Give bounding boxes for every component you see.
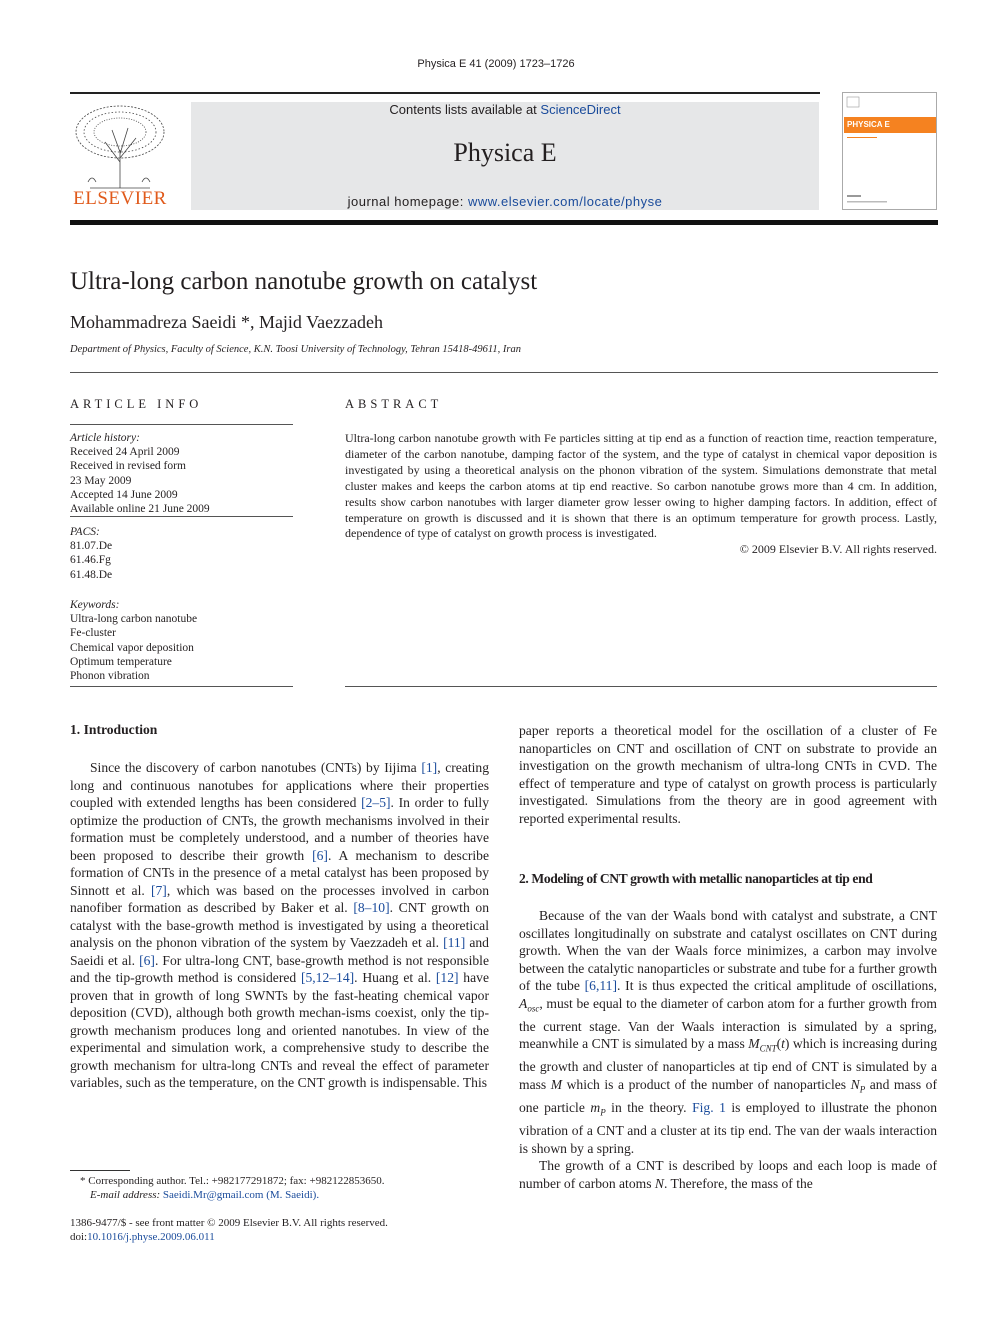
history-item: Available online 21 June 2009 [70, 503, 210, 516]
journal-citation: Physica E 41 (2009) 1723–1726 [417, 58, 575, 70]
reference-link[interactable]: [12] [435, 970, 459, 985]
paragraph [70, 759, 489, 1092]
pacs-item: 81.07.De [70, 540, 113, 553]
keyword-item: Chemical vapor deposition [70, 641, 194, 654]
sciencedirect-link[interactable]: ScienceDirect [540, 102, 621, 117]
reference-link[interactable]: [5,12–14] [300, 970, 355, 985]
pacs-item: 61.46.Fg [70, 554, 111, 567]
right-column [519, 907, 937, 1192]
elsevier-logo [70, 102, 170, 210]
text-run: . For ultra-long CNT, base-growth method is not responsible and the tip-growth method is considered [70, 952, 489, 985]
reference-link[interactable]: [1] [421, 760, 438, 775]
text-run: The growth of a CNT is described by loops and each loop is made of number of carbon atoms [519, 1158, 937, 1191]
keywords-list [70, 612, 293, 683]
text-run: ) which is increasing during the growth and cluster of nanoparticles at tip end of CNT is simulated by a mass [519, 1036, 937, 1092]
text-run: . It is thus expected the critical amplitude of oscillations, [617, 978, 938, 993]
top-rule [70, 92, 820, 94]
history-list [70, 445, 293, 516]
pacs-list [70, 539, 293, 582]
text-run: M [550, 1076, 563, 1092]
paragraph [519, 1157, 937, 1192]
journal-title: Physica E [453, 138, 557, 167]
text-run: osc [527, 1003, 540, 1014]
pacs-item: 61.48.De [70, 568, 113, 581]
reference-link[interactable]: [6] [139, 952, 155, 968]
article-title: Ultra-long carbon nanotube growth on catalyst [70, 268, 538, 295]
text-run: , creating long and continuous nanotubes for applications where their properties coupled with extended lengths has been considered [70, 760, 489, 810]
text-run: Because of the van der Waals bond with catalyst and substrate, a CNT oscillates longitudinally on substrate and catalyst oscillates on CNT during growth. When the van der Waals force minimizes, a carbon may involve between the catalytic nanoparticles or substrate and tube for a further growth of the tube [519, 908, 937, 993]
text-run: , must be equal to the diameter of carbon atom for a further growth from the current stage. Van der Waals interaction is simulated by a spring, meanwhile a CNT is simulated by a mass [519, 995, 937, 1052]
text-run: in the theory. [605, 1100, 693, 1116]
affiliation: Department of Physics, Faculty of Science, K.N. Toosi University of Technology, Tehran 15418-49611, Iran [70, 344, 521, 355]
paragraph: paper reports a theoretical model for the oscillation of a cluster of Fe nanoparticles on CNT and oscillation of CNT on substrate to provide an investigation on the growth mechanism of ultra-long CNTs in CVD. The effect of temperature and type of catalyst on growth process is particularly investigated. Simulations from the theory are in good agreement with reported experimental results. [519, 723, 937, 826]
footnote: * Corresponding author. Tel.: +982177291872; fax: +982122853650. E-mail address: Saeidi.Mr@gmail.com (M. Saeidi). [80, 1175, 385, 1201]
text-run: . CNT growth on catalyst with the base-growth method is investigated by using a theoretical analysis on the phonon vibration of the system by Vaezzadeh et al. [70, 900, 489, 950]
section-2-heading: 2. Modeling of CNT growth with metallic nanoparticles at tip end [519, 871, 873, 886]
pacs: PACS: 81.07.De 61.46.Fg 61.48.De [70, 525, 293, 582]
reference-link[interactable]: [11] [443, 935, 466, 950]
email-link[interactable]: Saeidi.Mr@gmail.com (M. Saeidi). [162, 1189, 320, 1201]
header-rule [70, 220, 938, 225]
reference-link[interactable]: [2–5] [361, 795, 391, 810]
history-item: Received 24 April 2009 [70, 446, 180, 459]
reference-link[interactable]: [8–10] [353, 900, 390, 915]
text-run: P [859, 1084, 866, 1095]
text-run: Since the discovery of carbon nanotubes (CNTs) by Iijima [90, 760, 422, 775]
contents-line: Contents lists available at ScienceDirect [389, 102, 621, 117]
right-column-top [519, 722, 937, 827]
reference-link[interactable]: Fig. 1 [692, 1100, 726, 1116]
cover-label: PHYSICA E [847, 120, 890, 129]
history-item: Received in revised form [70, 460, 186, 473]
bottom-info: 1386-9477/$ - see front matter © 2009 Elsevier B.V. All rights reserved. doi:10.1016/j.physe.2009.06.011 [70, 1217, 388, 1243]
homepage-link[interactable]: www.elsevier.com/locate/physe [467, 194, 663, 209]
left-column [70, 759, 489, 1092]
section-1-heading: 1. Introduction [70, 722, 158, 737]
text-run: m [590, 1100, 601, 1116]
doi-link[interactable]: 10.1016/j.physe.2009.06.011 [87, 1231, 215, 1243]
text-run: . In order to fully optimize the production of CNTs, the growth mechanisms involved in their formation must be completely understood, and a number of theories have been proposed to describe their growth [70, 795, 489, 863]
text-run: t [781, 1036, 785, 1052]
text-run: and Saeidi et al. [70, 935, 489, 968]
article-history: Article history: Received 24 April 2009 Received in revised form 23 May 2009 Accepted 14 June 2009 Available online 21 June 2009 [70, 431, 293, 516]
journal-header [191, 102, 819, 210]
text-run: have proven that in growth of long SWNTs by the fast-heating chemical vapor deposition (CVD), although both growth mechan-isms coexist, only the tip-growth mechanism produces long and oriented nanotubes. In view of the experimental and simulation work, a comprehensive study to describe the growth mechanism for ultra-long CNTs and reveal the effect of parameter variables, such as the temperature, on the CNT growth is indispensable. This [70, 970, 489, 1090]
keywords: Keywords: Ultra-long carbon nanotube Fe-cluster Chemical vapor deposition Optimum temperature Phonon vibration [70, 598, 293, 683]
text-run: , which was based on the processes involved in carbon nanofiber formation as described by Baker et al. [70, 882, 489, 915]
text-run: N [850, 1076, 860, 1092]
reference-link[interactable]: [7] [150, 882, 167, 898]
keyword-item: Phonon vibration [70, 670, 150, 683]
copyright: © 2009 Elsevier B.V. All rights reserved. [739, 542, 937, 557]
keyword-item: Ultra-long carbon nanotube [70, 613, 198, 626]
text-run: M [748, 1036, 760, 1052]
text-run: N [654, 1175, 664, 1191]
text-run: . A mechanism to describe formation of CNTs in the presence of a metal catalyst has been proposed by Sinnott et al. [70, 847, 489, 898]
keyword-item: Optimum temperature [70, 655, 172, 668]
text-run: . Huang et al. [354, 970, 436, 985]
publisher-name: ELSEVIER [73, 188, 167, 209]
text-run: A [519, 995, 528, 1011]
abstract-heading: ABSTRACT [345, 397, 443, 411]
paragraph [519, 907, 937, 1157]
text-run: CNT [759, 1043, 777, 1054]
homepage-line: journal homepage: www.elsevier.com/locate/physe [347, 194, 663, 209]
history-item: Accepted 14 June 2009 [70, 488, 178, 501]
text-run: P [600, 1107, 606, 1118]
keyword-item: Fe-cluster [70, 627, 116, 640]
cover-icon [843, 93, 936, 209]
text-run: . Therefore, the mass of the [663, 1175, 813, 1191]
tree-icon [70, 102, 170, 192]
abstract-text: Ultra-long carbon nanotube growth with Fe particles sitting at tip end as a function of reaction time, reaction temperature, diameter of the carbon nanotube, damping factor of the system, and the type of catalyst in chemical vapor deposition is investigated by using a theoretical analysis on the phonon vibration of the system. Simulations demonstrate that metal cluster makes and keeps the carbon atoms at tip end reactive. So carbon nanotube grows more than 4 cm. In addition, results show carbon nanotubes with larger diameter grow lesser owing to higher damping factors. In addition, effect of temperature on growth is discussed and it is shown that there is an optimum temperature for growth process. Lastly, dependence of type of catalyst on growth process is investigated. [345, 431, 937, 541]
article-info-heading: ARTICLE INFO [70, 397, 203, 411]
authors: Mohammadreza Saeidi *, Majid Vaezzadeh [70, 312, 384, 332]
divider [70, 372, 938, 373]
text-run: ( [776, 1036, 782, 1052]
text-run: is employed to illustrate the phonon vibration of a CNT and a cluster at its tip end. The van der waals interaction is shown by a spring. [519, 1100, 937, 1156]
reference-link[interactable]: [6] [312, 847, 328, 863]
text-run: and mass of one particle [519, 1076, 937, 1116]
reference-link[interactable]: [6,11] [584, 978, 617, 993]
text-run: which is a product of the number of nanoparticles [562, 1076, 851, 1092]
abstract [345, 431, 937, 558]
journal-cover-thumbnail [842, 92, 937, 210]
history-item: 23 May 2009 [70, 474, 132, 487]
